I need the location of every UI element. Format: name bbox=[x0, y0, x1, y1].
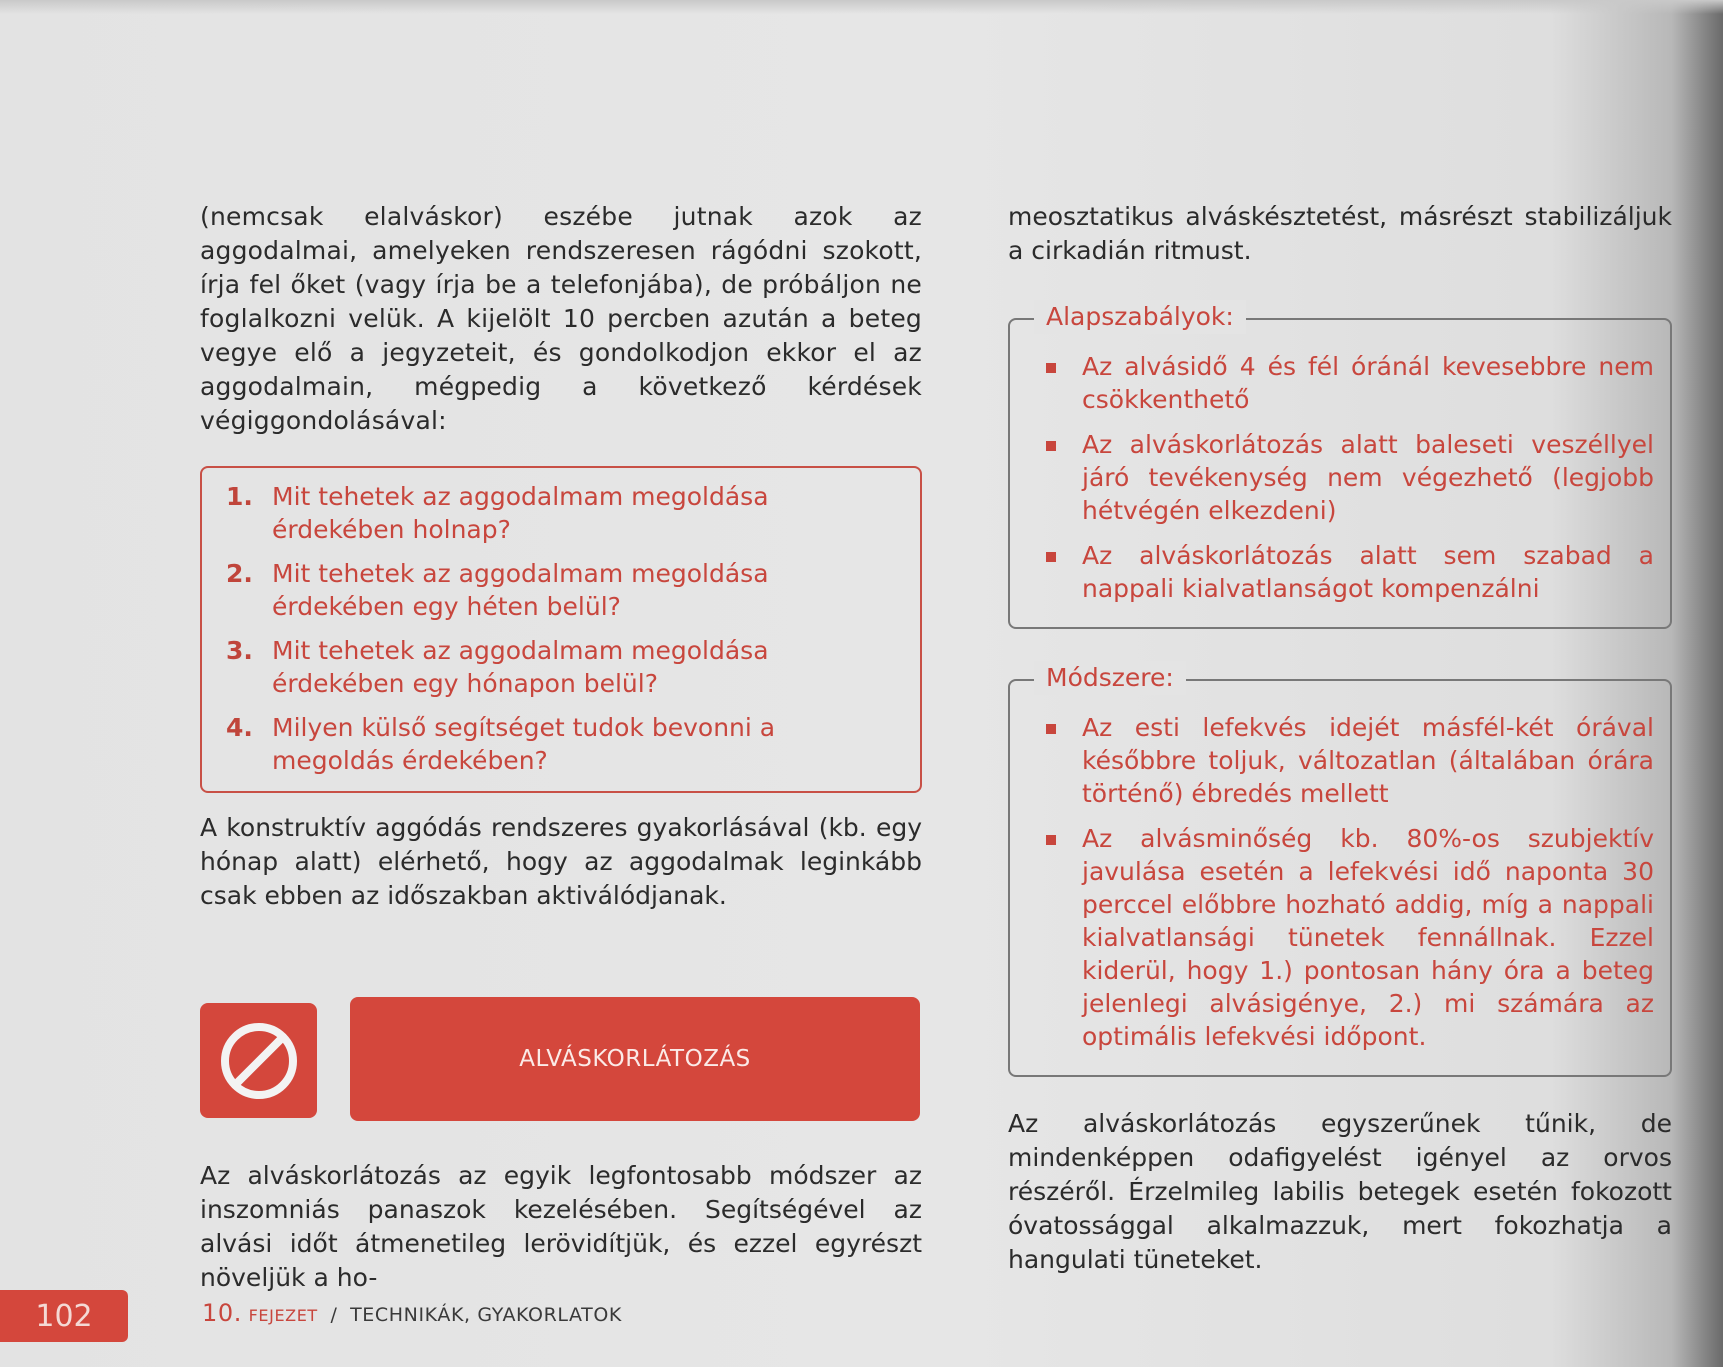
rule-item bbox=[1046, 539, 1654, 605]
constructive-worry-paragraph: A konstruktív aggódás rendszeres gyakorlásával (kb. egy hónap alatt) elérhető, hogy az aggodalmak leginkább csak ebben az időszakban aktiválódjanak. bbox=[200, 813, 922, 910]
rule-item bbox=[1046, 428, 1654, 527]
rule-item bbox=[1046, 350, 1654, 416]
sleep-restriction-intro-paragraph: Az alváskorlátozás az egyik legfontosabb módszer az inszomniás panaszok kezelésében. Segítségével az alvási időt átmenetileg lerövidítjük, és ezzel egyrészt növeljük a ho- bbox=[200, 1161, 922, 1292]
chapter-word: FEJEZET bbox=[248, 1306, 318, 1325]
chapter-number: 10. bbox=[202, 1299, 242, 1327]
left-column bbox=[200, 200, 922, 1295]
square-bullet-icon bbox=[1046, 835, 1056, 845]
questions-list bbox=[226, 480, 896, 777]
square-bullet-icon bbox=[1046, 441, 1056, 451]
method-box bbox=[1008, 663, 1672, 1077]
section-title: ALVÁSKORLÁTOZÁS bbox=[519, 1046, 751, 1072]
footer-separator: / bbox=[330, 1304, 338, 1326]
page-number: 102 bbox=[35, 1298, 93, 1334]
rule-text: Az alváskorlátozás alatt sem szabad a nappali kialvatlanságot kompenzálni bbox=[1082, 541, 1654, 603]
method-item bbox=[1046, 822, 1654, 1053]
page-top-shadow bbox=[0, 0, 1723, 14]
method-list bbox=[1046, 711, 1654, 1053]
question-number: 4. bbox=[226, 713, 253, 742]
section-title-bar bbox=[350, 997, 920, 1121]
method-text: Az alvásminőség kb. 80%-os szubjektív javulása esetén a lefekvési idő naponta 30 perccel előbbre hozható addig, míg a nappali kialvatlansági tünetek fennállnak. Ezzel kiderül, hogy 1.) pontosan hány óra a beteg jelenlegi alvásigénye, 2.) mi számára az optimális lefekvési időpont. bbox=[1082, 824, 1654, 1051]
rules-box-legend: Alapszabályok: bbox=[1034, 300, 1246, 334]
question-item bbox=[226, 480, 896, 546]
chapter-title: TECHNIKÁK, GYAKORLATOK bbox=[350, 1304, 622, 1326]
questions-box bbox=[200, 466, 922, 793]
square-bullet-icon bbox=[1046, 363, 1056, 373]
question-number: 2. bbox=[226, 559, 253, 588]
running-footer bbox=[202, 1296, 622, 1333]
question-text: Mit tehetek az aggodalmam megoldása érdekében holnap? bbox=[272, 482, 769, 544]
question-item bbox=[226, 711, 896, 777]
method-item bbox=[1046, 711, 1654, 810]
method-text: Az esti lefekvés idejét másfél-két órával későbbre toljuk, változatlan (általában órára történő) ébredés mellett bbox=[1082, 713, 1654, 808]
question-number: 3. bbox=[226, 636, 253, 665]
rule-text: Az alvásidő 4 és fél óránál kevesebbre nem csökkenthető bbox=[1082, 352, 1654, 414]
method-box-legend: Módszere: bbox=[1034, 661, 1186, 695]
page-number-tab bbox=[0, 1290, 128, 1342]
square-bullet-icon bbox=[1046, 724, 1056, 734]
square-bullet-icon bbox=[1046, 552, 1056, 562]
question-number: 1. bbox=[226, 482, 253, 511]
continuation-paragraph: meosztatikus alváskésztetést, másrészt stabilizáljuk a cirkadián ritmust. bbox=[1008, 202, 1672, 265]
prohibition-badge bbox=[200, 1003, 317, 1118]
intro-paragraph: (nemcsak elalváskor) eszébe jutnak azok az aggodalmai, amelyeken rendszeresen rágódni szokott, írja fel őket (vagy írja be a telefonjába), de próbáljon ne foglalkozni velük. A kijelölt 10 percben azután a beteg vegye elő a jegyzeteit, és gondolkodjon ekkor el az aggodalmain, mégpedig a következő kérdések végiggondolásával: bbox=[200, 202, 922, 435]
question-text: Mit tehetek az aggodalmam megoldása érdekében egy hónapon belül? bbox=[272, 636, 769, 698]
rules-box bbox=[1008, 302, 1672, 629]
question-text: Milyen külső segítséget tudok bevonni a megoldás érdekében? bbox=[272, 713, 776, 775]
question-item bbox=[226, 557, 896, 623]
question-text: Mit tehetek az aggodalmam megoldása érdekében egy héten belül? bbox=[272, 559, 769, 621]
rules-list bbox=[1046, 350, 1654, 605]
rule-text: Az alváskorlátozás alatt baleseti veszéllyel járó tevékenység nem végezhető (legjobb hétvégén elkezdeni) bbox=[1082, 430, 1654, 525]
caution-paragraph: Az alváskorlátozás egyszerűnek tűnik, de mindenképpen odafigyelést igényel az orvos részéről. Érzelmileg labilis betegek esetén fokozott óvatossággal alkalmazzuk, mert fokozhatja a hangulati tüneteket. bbox=[1008, 1109, 1672, 1274]
question-item bbox=[226, 634, 896, 700]
section-header bbox=[200, 993, 922, 1109]
prohibition-icon bbox=[217, 1019, 301, 1103]
right-column bbox=[1008, 200, 1672, 1277]
